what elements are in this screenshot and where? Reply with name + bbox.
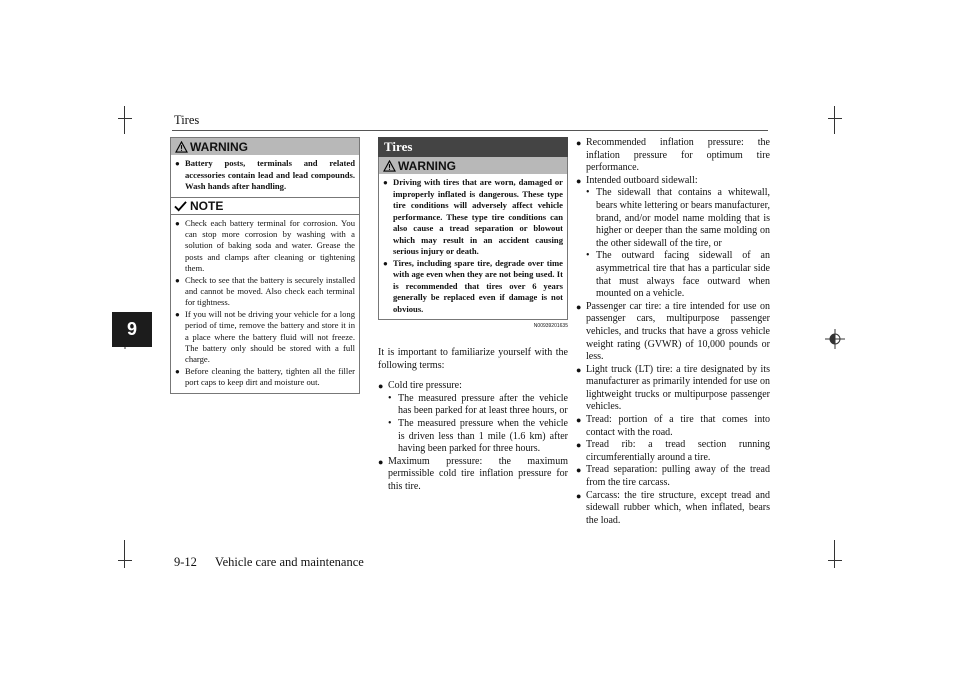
term-item bbox=[378, 380, 568, 456]
note-text: Check each battery terminal for corrosion. You can stop more corrosion by washing with a solution of baking soda and water. Grease the posts and clamps after cleaning or tightening them. bbox=[185, 217, 355, 274]
bullet-marker: ● bbox=[175, 366, 180, 376]
warning-text: Tires, including spare tire, degrade over time with age even when they are not being used. It is recommended that tires over 6 years generally be replaced even if damage is not obvious. bbox=[393, 257, 563, 314]
bullet-marker: ● bbox=[175, 218, 180, 228]
term-item bbox=[576, 137, 770, 175]
note-item bbox=[175, 275, 355, 309]
bullet-marker: ● bbox=[576, 301, 582, 312]
sub-item-text: The outward facing sidewall of an asymmetrical tire that has a particular side that must always face outward when mounted on a vehicle. bbox=[596, 250, 770, 300]
term-text: Intended outboard sidewall: bbox=[586, 174, 698, 186]
bullet-marker: ● bbox=[576, 465, 582, 476]
running-header-title: Tires bbox=[174, 113, 200, 127]
note-hand-icon bbox=[174, 200, 187, 212]
crop-mark bbox=[834, 540, 835, 568]
bullet-marker: ● bbox=[378, 456, 384, 467]
sub-bullet-marker: • bbox=[388, 392, 392, 404]
warning-item bbox=[383, 258, 563, 316]
warning-label: WARNING bbox=[190, 139, 248, 154]
page-footer bbox=[174, 555, 364, 570]
note-header bbox=[171, 198, 359, 215]
bullet-marker: ● bbox=[383, 258, 388, 268]
note-item bbox=[175, 218, 355, 275]
crop-mark bbox=[828, 118, 842, 119]
crop-mark bbox=[118, 560, 132, 561]
bullet-marker: ● bbox=[576, 415, 582, 426]
warning-item bbox=[175, 158, 355, 193]
chapter-tab: 9 bbox=[112, 312, 152, 347]
warning-box bbox=[378, 157, 568, 320]
bullet-marker: ● bbox=[576, 175, 582, 186]
sub-bullet-marker: • bbox=[586, 187, 590, 199]
note-box bbox=[170, 198, 360, 394]
bullet-marker: ● bbox=[383, 178, 388, 187]
sub-item-text: The measured pressure after the vehicle has been parked for at least three hours, or bbox=[398, 392, 568, 417]
bullet-marker: ● bbox=[576, 490, 582, 501]
crop-mark bbox=[828, 560, 842, 561]
right-column bbox=[576, 137, 770, 527]
term-item bbox=[576, 175, 770, 301]
warning-triangle-icon bbox=[383, 160, 396, 172]
section-code: N00939201635 bbox=[533, 323, 568, 329]
bullet-marker: ● bbox=[576, 440, 582, 451]
warning-header bbox=[171, 138, 359, 155]
bullet-marker: ● bbox=[175, 309, 180, 319]
warning-label: WARNING bbox=[398, 158, 456, 173]
bullet-marker: ● bbox=[175, 275, 180, 285]
intro-paragraph: It is important to familiarize yourself with the following terms: bbox=[378, 347, 568, 371]
registration-mark-icon bbox=[825, 329, 845, 349]
section-title: Tires bbox=[378, 137, 568, 157]
term-text: Light truck (LT) tire: a tire designated by its manufacturer as primarily intended for use on lightweight trucks or multipurpose passenger vehicles. bbox=[586, 363, 770, 413]
bullet-marker: ● bbox=[576, 364, 582, 375]
term-text: Tread rib: a tread section running circumferentially around a tire. bbox=[586, 439, 770, 463]
bullet-marker: ● bbox=[378, 381, 384, 392]
term-text: Recommended inflation pressure: the inflation pressure for optimum tire performance. bbox=[586, 137, 770, 174]
note-label: NOTE bbox=[190, 198, 224, 213]
crop-mark bbox=[834, 106, 835, 134]
term-item bbox=[576, 464, 770, 489]
term-item bbox=[576, 414, 770, 439]
term-item bbox=[576, 301, 770, 364]
term-item bbox=[576, 439, 770, 464]
note-text: Before cleaning the battery, tighten all the filler port caps to keep dirt and moisture out. bbox=[185, 365, 355, 388]
page-number: 9-12 bbox=[174, 555, 197, 569]
term-item bbox=[576, 490, 770, 528]
warning-header bbox=[379, 157, 567, 174]
header-rule bbox=[172, 130, 768, 131]
note-text: If you will not be driving your vehicle for a long period of time, remove the battery and store it in a place where the battery fluid will not freeze. The battery only should be stored with a full charge. bbox=[185, 308, 355, 365]
term-text: Maximum pressure: the maximum permissible cold tire inflation pressure for this tire. bbox=[388, 455, 568, 492]
term-item bbox=[576, 364, 770, 414]
term-text: Carcass: the tire structure, except tread and sidewall rubber which, when inflated, bears the load. bbox=[586, 489, 770, 526]
term-text: Cold tire pressure: bbox=[388, 380, 462, 392]
term-list bbox=[576, 137, 770, 527]
sub-item bbox=[586, 250, 770, 300]
crop-mark bbox=[118, 118, 132, 119]
warning-item bbox=[383, 177, 563, 258]
term-text: Passenger car tire: a tire intended for use on passenger cars, multipurpose passenger vehicles, and trucks that have a gross vehicle weight rating (GVWR) of 10,000 pounds or less. bbox=[586, 300, 770, 363]
left-column bbox=[170, 137, 360, 394]
crop-mark bbox=[124, 540, 125, 568]
warning-text: Driving with tires that are worn, damaged or improperly inflated is dangerous. These type tire conditions will adversely affect vehicle performance. These type tire conditions can also cause a tread separation or blowout which may result in an accident causing serious injury or death. bbox=[393, 177, 563, 256]
bullet-marker: ● bbox=[576, 138, 582, 148]
note-item bbox=[175, 366, 355, 389]
note-item bbox=[175, 309, 355, 366]
sub-item-text: The measured pressure when the vehicle is driven less than 1 mile (1.6 km) after having been parked for three hours. bbox=[398, 417, 568, 455]
sub-item-text: The sidewall that contains a whitewall, bears white lettering or bears manufacturer, brand, and/or model name molding that is higher or deeper than the same molding on the other sidewall of the tire, or bbox=[596, 187, 770, 249]
crop-mark bbox=[124, 106, 125, 134]
note-text: Check to see that the battery is securely installed and cannot be moved. Also check each terminal for tightness. bbox=[185, 274, 355, 308]
warning-box bbox=[170, 137, 360, 198]
warning-triangle-icon bbox=[175, 141, 188, 153]
bullet-marker: ● bbox=[175, 159, 180, 168]
middle-column bbox=[378, 137, 568, 494]
term-item bbox=[378, 456, 568, 494]
sub-item bbox=[388, 393, 568, 418]
sub-item bbox=[388, 418, 568, 456]
term-list bbox=[378, 380, 568, 493]
sub-item bbox=[586, 187, 770, 250]
term-text: Tread: portion of a tire that comes into contact with the road. bbox=[586, 414, 770, 438]
sub-bullet-marker: • bbox=[586, 250, 590, 262]
footer-section-title: Vehicle care and maintenance bbox=[214, 555, 364, 569]
term-text: Tread separation: pulling away of the tread from the tire carcass. bbox=[586, 464, 770, 489]
warning-text: Battery posts, terminals and related accessories contain lead and lead compounds. Wash hands after handling. bbox=[185, 158, 355, 191]
sub-bullet-marker: • bbox=[388, 417, 392, 429]
